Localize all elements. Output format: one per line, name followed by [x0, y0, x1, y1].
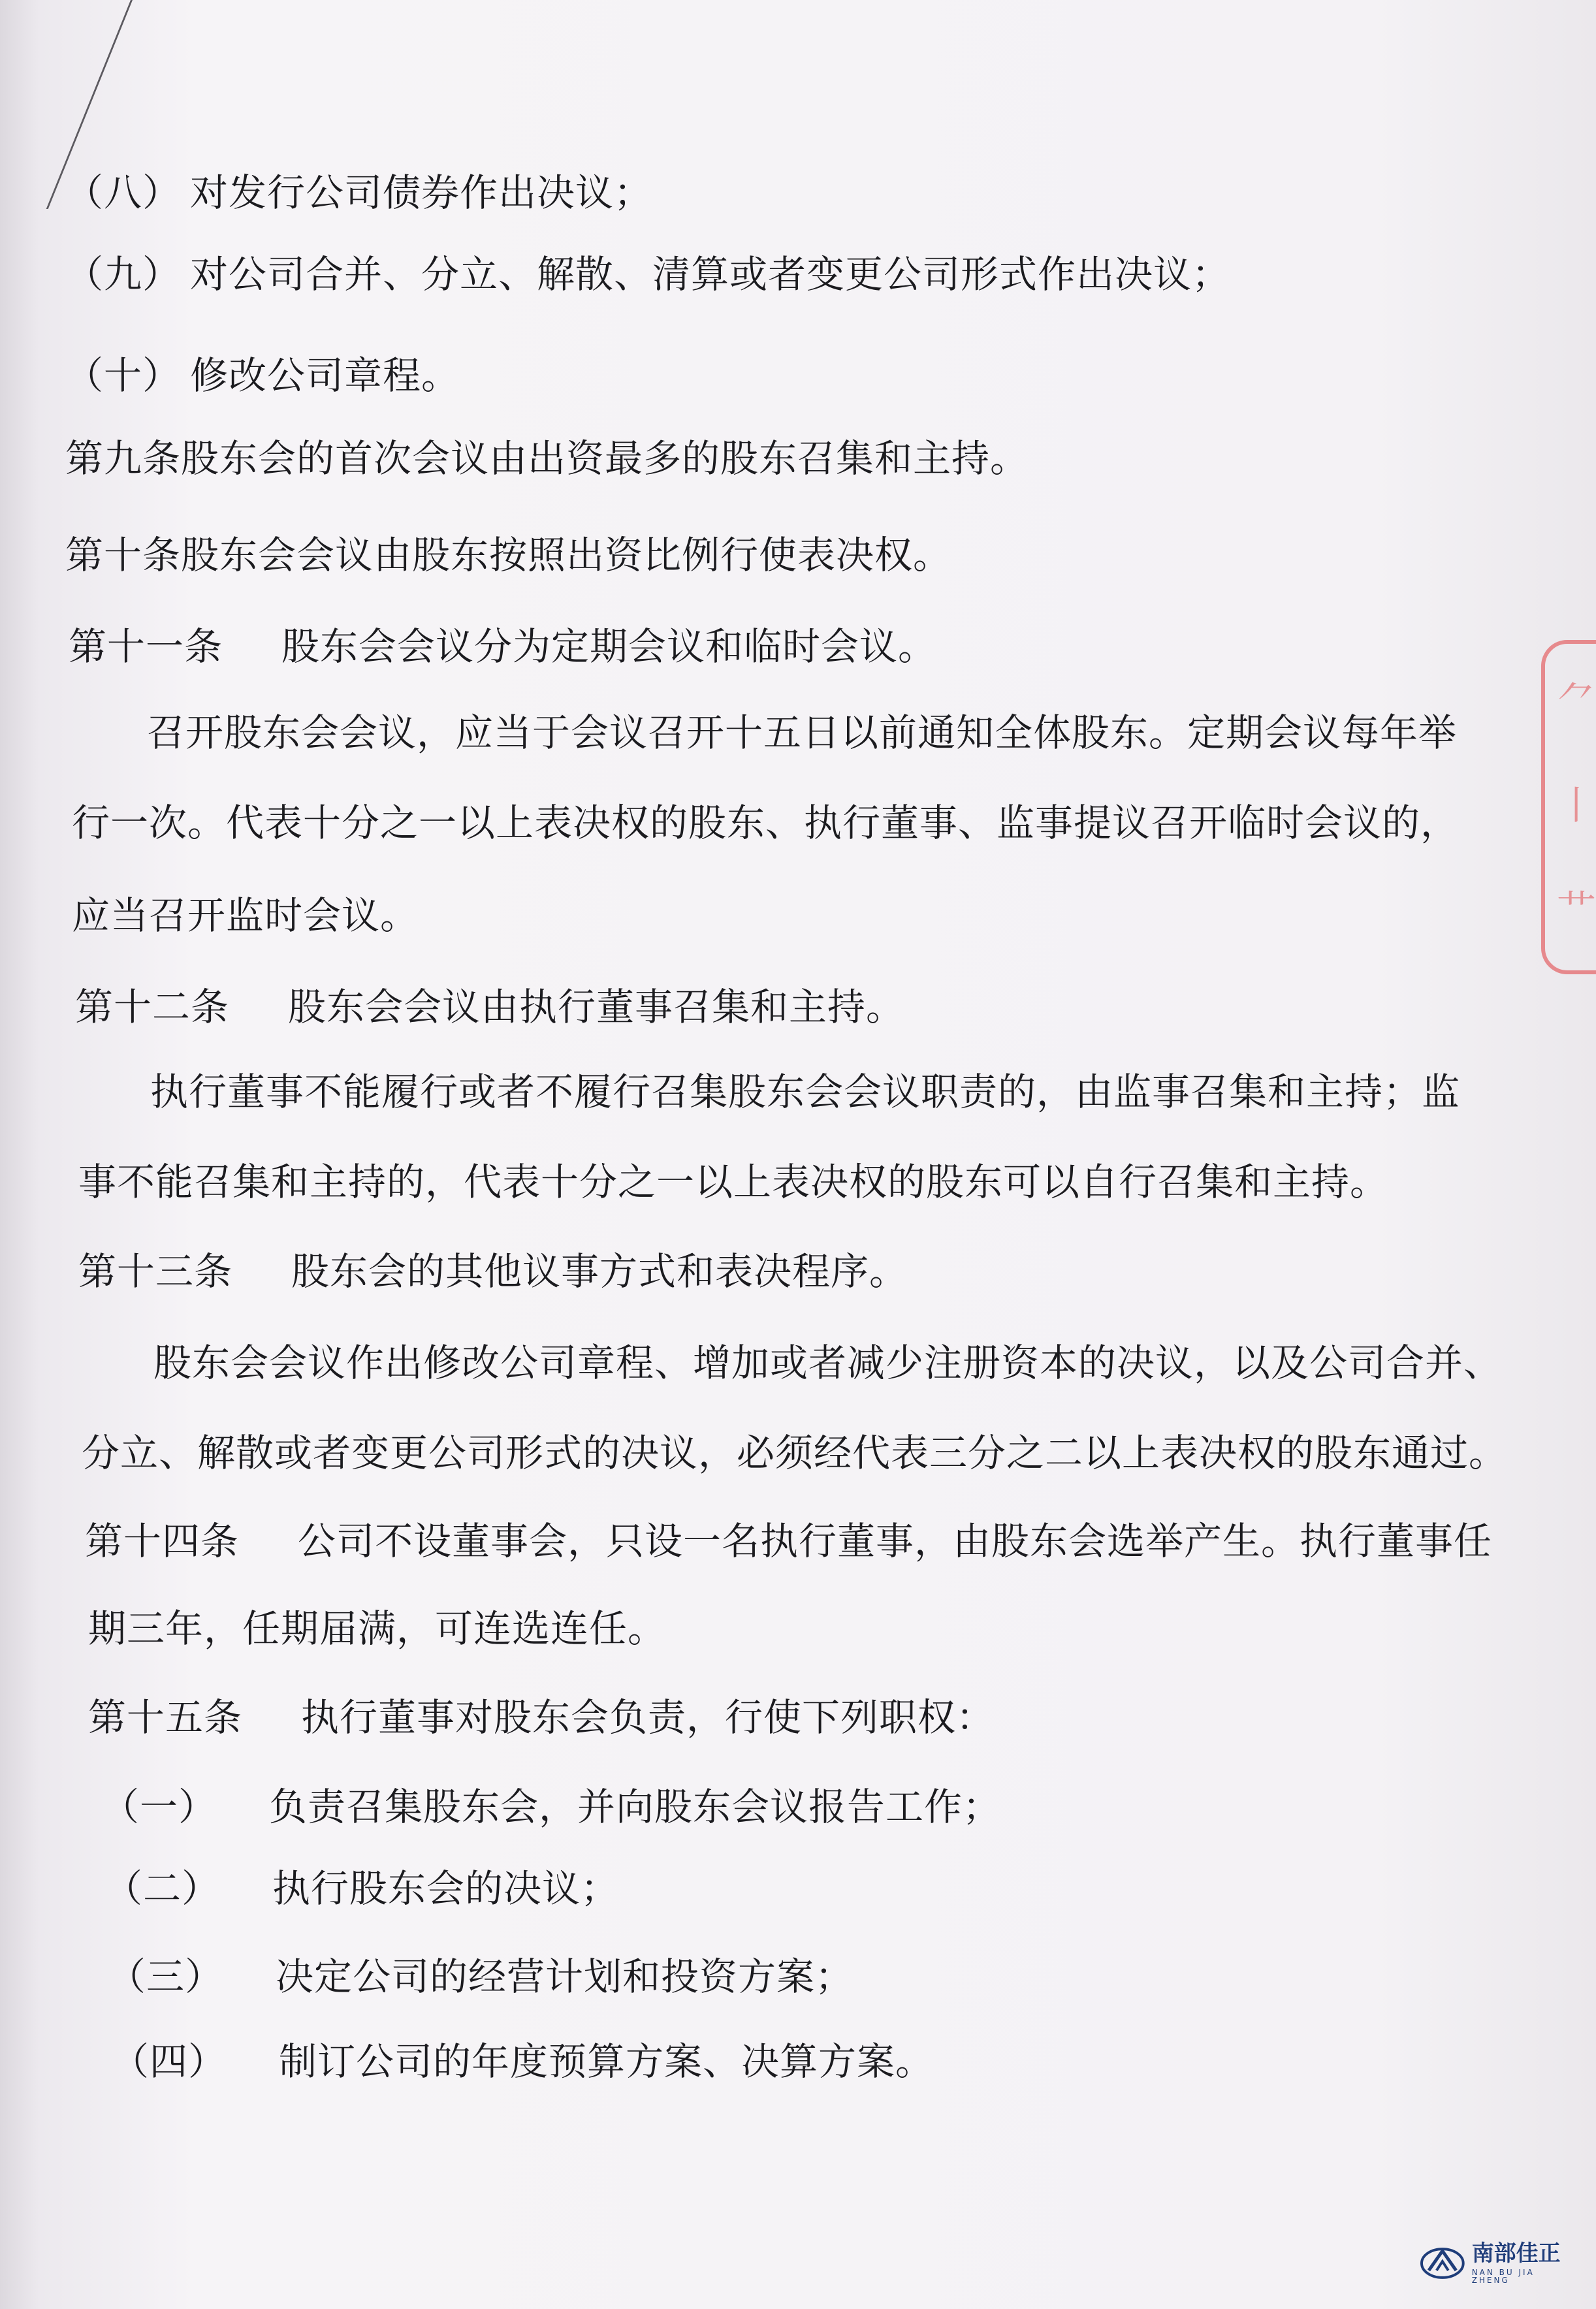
list-item: [104, 1868, 619, 1909]
item-number: （三）: [108, 1954, 224, 1999]
article-heading: [88, 1696, 995, 1738]
paragraph-text: 事不能召集和主持的，代表十分之一以上表决权的股东可以自行召集和主持。: [78, 1160, 1389, 1204]
paragraph-line: [82, 1432, 1507, 1474]
paragraph-text: 召开股东会会议，应当于会议召开十五日以前通知全体股东。定期会议每年举: [147, 710, 1458, 755]
item-number: （一）: [101, 1785, 217, 1829]
article-text: 股东会会议由执行董事召集和主持。: [288, 985, 905, 1029]
article-heading: [69, 626, 936, 667]
paragraph-line: [153, 1342, 1502, 1384]
paragraph-text: 行一次。代表十分之一以上表决权的股东、执行董事、监事提议召开临时会议的，: [72, 801, 1460, 845]
article-heading: [78, 1250, 908, 1292]
list-item: [65, 253, 1230, 295]
article-number: 第十一条: [69, 624, 223, 669]
article-text: 第十条股东会会议由股东按照出资比例行使表决权。: [65, 533, 952, 577]
paragraph-text: 执行董事不能履行或者不履行召集股东会会议职责的，由监事召集和主持；监: [150, 1070, 1461, 1114]
paragraph-text: 分立、解散或者变更公司形式的决议，必须经代表三分之二以上表决权的股东通过。: [82, 1431, 1508, 1475]
article-text: 公司不设董事会，只设一名执行董事，由股东会选举产生。执行董事任: [298, 1519, 1493, 1563]
article-text: 股东会的其他议事方式和表决程序。: [291, 1249, 908, 1294]
item-text: 决定公司的经营计划和投资方案；: [276, 1954, 854, 1999]
paragraph-line: [72, 895, 419, 936]
item-text: 执行股东会的决议；: [272, 1866, 620, 1911]
paragraph-text: 应当召开监时会议。: [72, 893, 419, 938]
bridge-logo-icon: [1420, 2240, 1465, 2286]
list-item: [111, 2041, 934, 2082]
article-text: 股东会会议分为定期会议和临时会议。: [281, 624, 937, 669]
watermark-name: 南部佳正: [1471, 2240, 1561, 2267]
red-seal-stamp: ⺈ ⼁ ⺾: [1541, 640, 1596, 974]
paragraph-text: 期三年，任期届满，可连选连任。: [88, 1606, 667, 1651]
article-paragraph: [65, 534, 951, 576]
paragraph-line: [147, 712, 1457, 754]
item-number: （二）: [104, 1866, 221, 1911]
item-number: （八）: [65, 170, 182, 215]
article-text: 第九条股东会的首次会议由出资最多的股东召集和主持。: [65, 436, 1029, 481]
item-number: （十）: [65, 353, 182, 398]
paragraph-line: [72, 802, 1459, 844]
paragraph-line: [150, 1071, 1460, 1113]
watermark-pinyin: NAN BU JIA ZHENG: [1471, 2268, 1535, 2285]
article-paragraph: [65, 438, 1029, 479]
article-text: 执行董事对股东会负责，行使下列职权：: [301, 1695, 995, 1740]
article-number: 第十四条: [85, 1519, 240, 1563]
paragraph-line: [78, 1161, 1388, 1203]
article-number: 第十三条: [78, 1249, 233, 1294]
item-text: 修改公司章程。: [190, 353, 460, 398]
article-heading: [85, 1520, 1492, 1562]
list-item: [101, 1786, 1001, 1828]
item-text: 对发行公司债券作出决议；: [190, 170, 653, 215]
item-number: （四）: [111, 2039, 227, 2084]
watermark-logo: [1420, 2234, 1576, 2293]
paragraph-text: 股东会会议作出修改公司章程、增加或者减少注册资本的决议，以及公司合并、: [153, 1341, 1503, 1385]
item-text: 制订公司的年度预算方案、决算方案。: [279, 2039, 934, 2084]
article-heading: [75, 986, 904, 1028]
paragraph-line: [88, 1608, 666, 1649]
list-item: [65, 172, 652, 214]
list-item: [65, 355, 460, 396]
list-item: [108, 1956, 854, 1998]
article-number: 第十二条: [75, 985, 230, 1029]
item-text: 负责召集股东会，并向股东会议报告工作；: [269, 1785, 1002, 1829]
item-text: 对公司合并、分立、解散、清算或者变更公司形式作出决议；: [190, 252, 1231, 296]
article-number: 第十五条: [88, 1695, 243, 1740]
item-number: （九）: [65, 252, 182, 296]
